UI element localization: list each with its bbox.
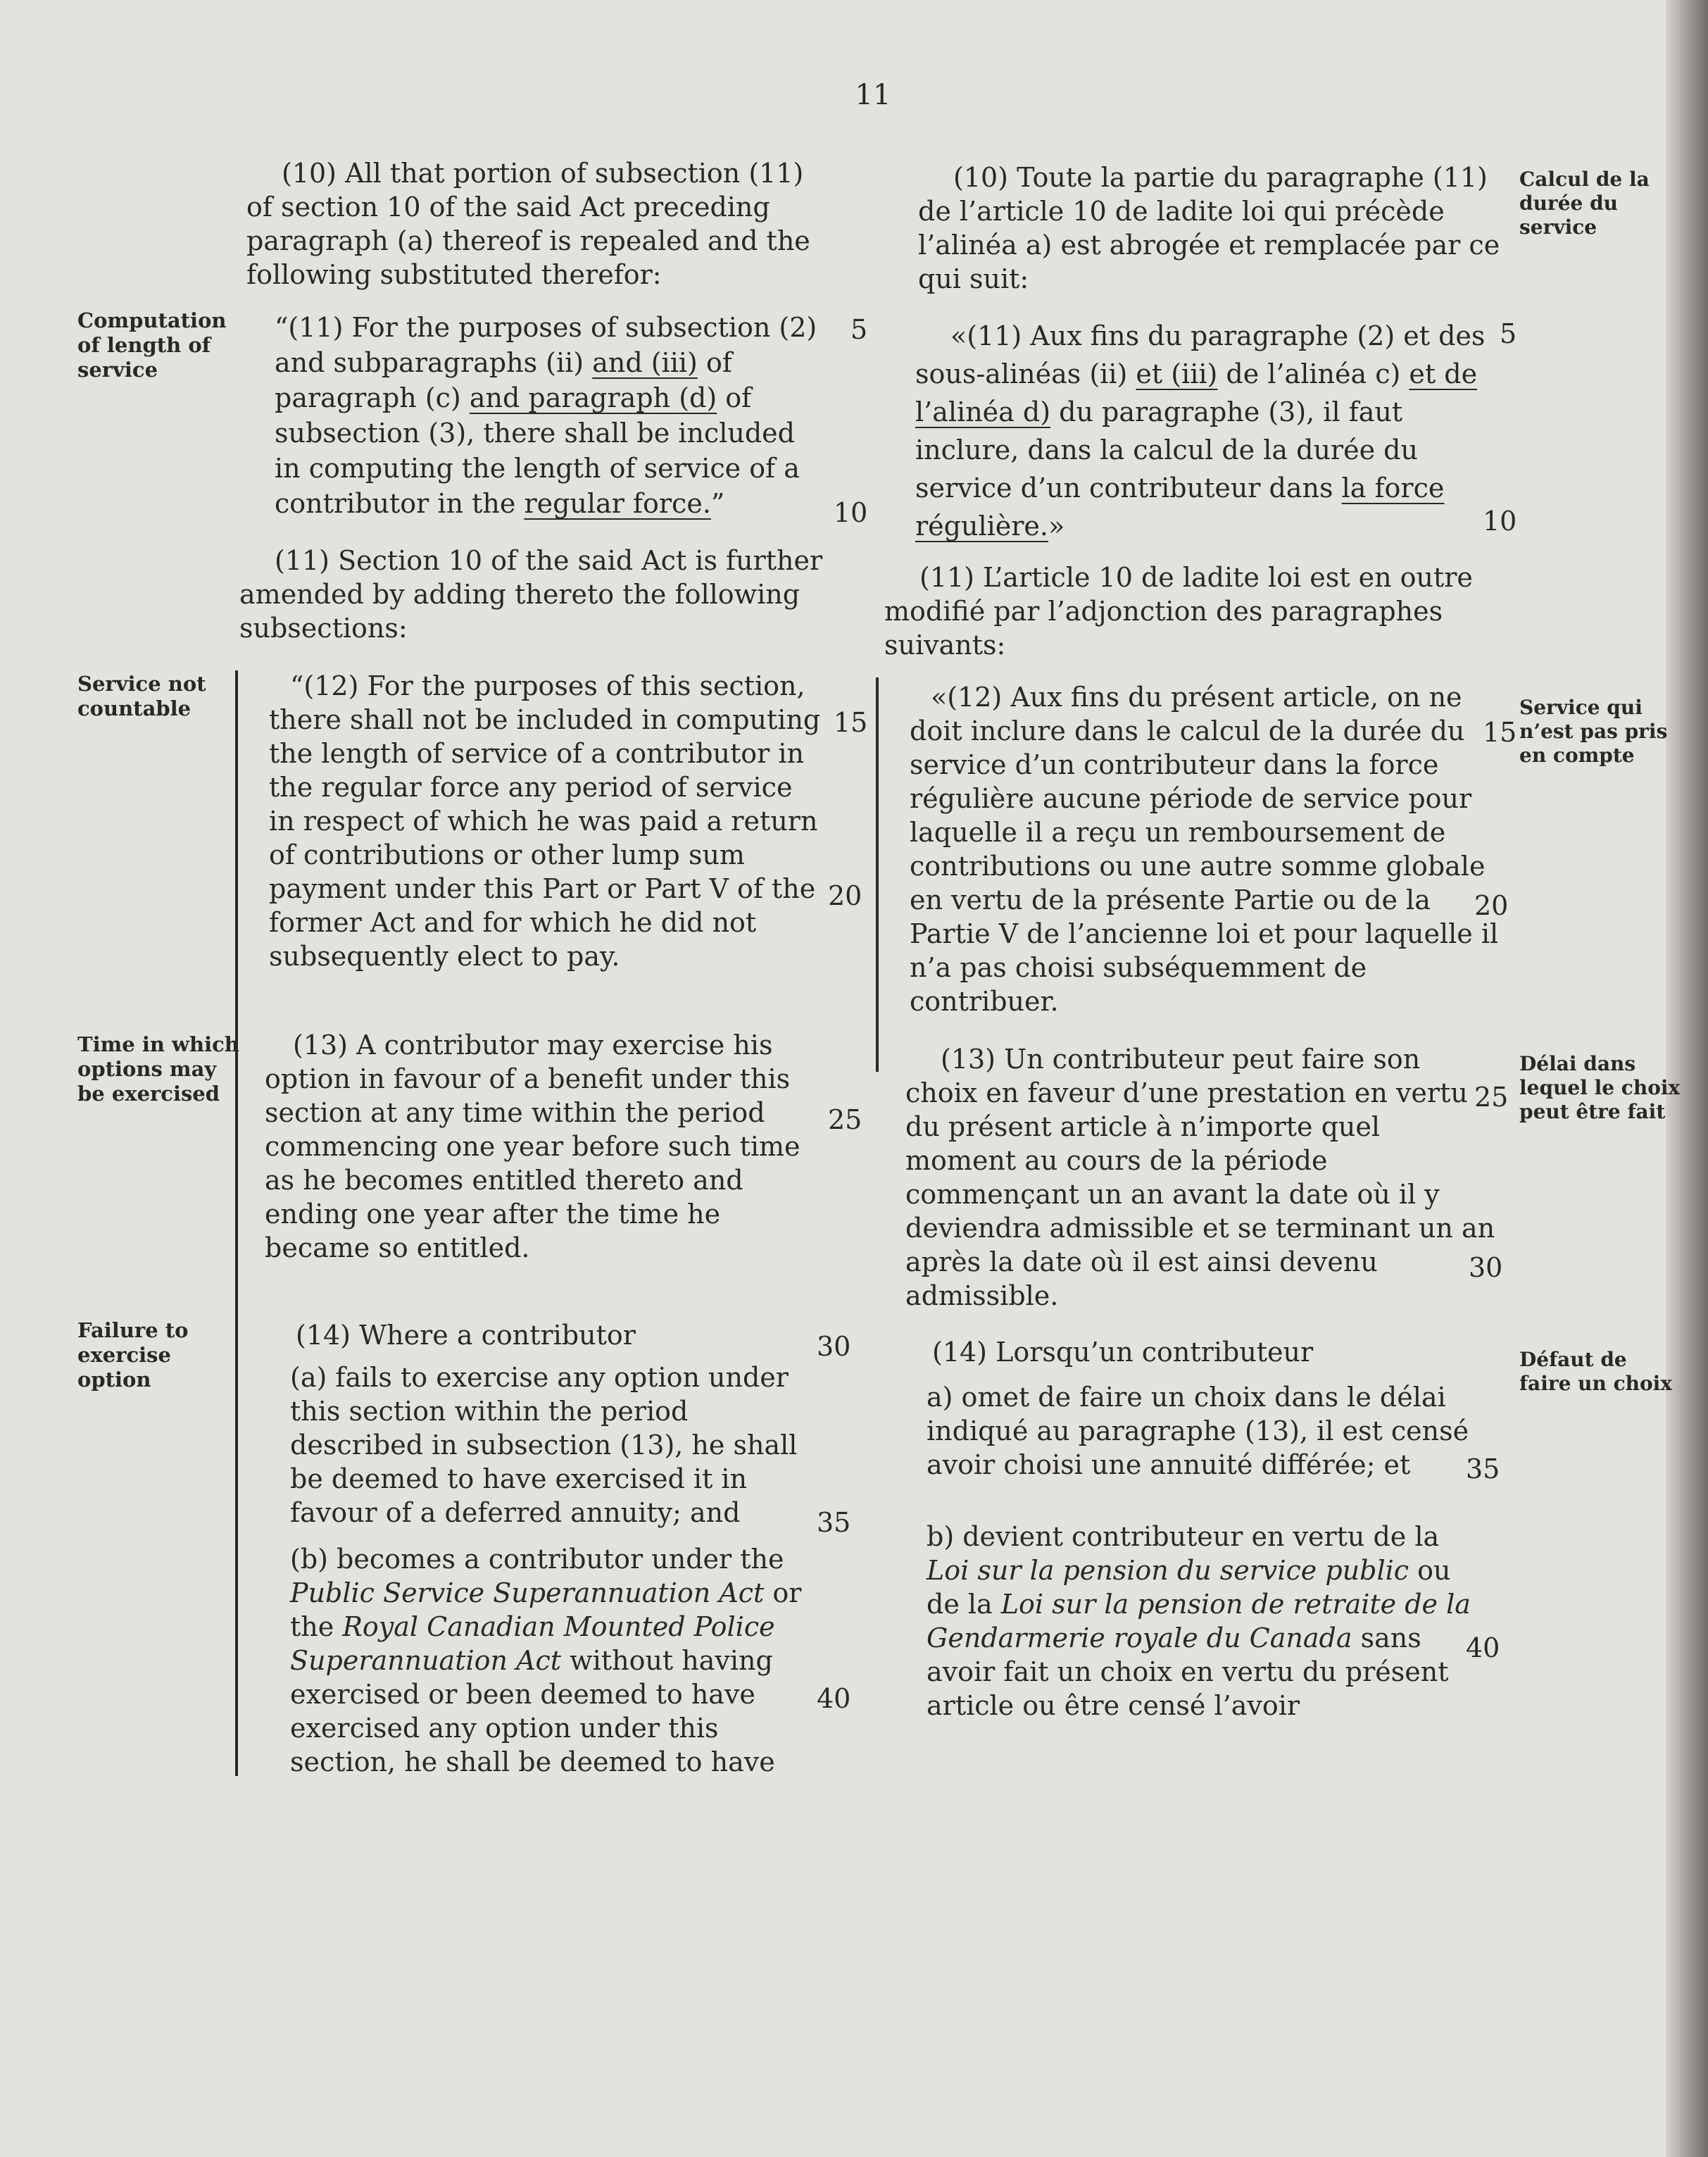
en-s14b-text: (b) becomes a contributor under the: [290, 1544, 784, 1575]
en-subsection-14-a: (a) fails to exercise any option under this section within the period described in subsection (13), he shall be deemed to have exercised it in favour of a deferred annuity; and: [290, 1362, 798, 1528]
en-s11-text-3: of subsection (3), there shall be included in computing the length of service of a contributor in the: [275, 382, 800, 519]
fr-s11-text-2: de l’alinéa c): [1217, 358, 1409, 389]
fr-subsection-12: «(12) Aux fins du présent article, on ne doit inclure dans le calcul de la durée du service d’un contributeur dans la force régulière aucune période de service pour laquelle il a reçu un remboursement de contributions ou une autre somme globale en vertu de la présente Partie ou de la Partie V de l’ancienne loi et pour laquelle il n’a pas choisi subséquemment de contribuer.: [910, 682, 1499, 1017]
margin-note-not-countable: Service not countable: [77, 672, 206, 720]
en-s11-close: ”: [710, 488, 725, 519]
en-line-number-20: 20: [828, 880, 862, 911]
fr-s11-amend-1: et (iii): [1136, 358, 1218, 389]
en-subsection-13: (13) A contributor may exercise his option in favour of a benefit under this section at any time within the period commencing one year before such time as he becomes entitled thereto and ending one year after the time he became so entitled.: [265, 1030, 800, 1263]
en-s11-text-2: of paragraph (c): [275, 347, 732, 413]
fr-line-number-15: 15: [1483, 717, 1517, 748]
fr-s14b-act-1: Loi sur la pension du service public: [927, 1555, 1409, 1586]
margin-note-computation: Computation of length of service: [77, 308, 227, 382]
fr-subsection-14-b: [927, 1520, 1490, 1723]
fr-subsection-11: [915, 317, 1507, 545]
fr-paragraph-10: (10) Toute la partie du paragraphe (11) de l’article 10 de ladite loi qui précède l’alinéa a) est abrogée et remplacée par ce qui suit:: [918, 162, 1500, 294]
en-s11-amend-3: regular force.: [524, 488, 711, 519]
fr-subsection-13: (13) Un contributeur peut faire son choix en faveur d’une prestation en vertu du présent article à n’importe quel moment au cours de la période commençant un an avant la date où il y deviendra admissible et se terminant un an après la date où il est ainsi devenu admissible.: [905, 1044, 1495, 1311]
page-number: 11: [855, 79, 891, 111]
en-s14b-act-1: Public Service Superannuation Act: [290, 1577, 765, 1608]
en-s14b-text-3: without having exercised or been deemed to have exercised any option under this section, he shall be deemed to have: [290, 1645, 775, 1777]
en-paragraph-11: (11) Section 10 of the said Act is further amended by adding thereto the following subsections:: [239, 545, 823, 644]
fr-line-number-30: 30: [1469, 1252, 1503, 1283]
margin-note-defaut: Défaut de faire un choix: [1519, 1348, 1673, 1395]
margin-note-failure: Failure to exercise option: [77, 1318, 189, 1392]
fr-s11-amend-3: la force régulière.: [915, 473, 1445, 542]
fr-line-number-35: 35: [1466, 1453, 1500, 1484]
fr-line-number-10: 10: [1483, 506, 1517, 537]
en-subsection-12: “(12) For the purposes of this section, there shall not be included in computing the length of service of a contributor in the regular force any period of service in respect of which he was paid a return of contributions or other lump sum payment under this Part or Part V of the former Act and for which he did not subsequently elect to pay.: [269, 670, 821, 972]
en-s11-text: “(11) For the purposes of subsection (2) and subparagraphs (ii): [275, 312, 817, 378]
margin-note-non-pris: Service qui n’est pas pris en compte: [1519, 696, 1668, 767]
en-line-number-40: 40: [817, 1683, 851, 1714]
fr-s11-close: »: [1048, 511, 1065, 542]
fr-s14b-act-2: Loi sur la pension de retraite de la Gendarmerie royale du Canada: [927, 1589, 1471, 1653]
en-s14b-text-2: or the: [290, 1577, 802, 1642]
margin-note-time-options: Time in which options may be exercised: [77, 1032, 239, 1106]
margin-note-delai: Délai dans lequel le choix peut être fait: [1519, 1052, 1681, 1123]
margin-note-calcul: Calcul de la durée du service: [1519, 168, 1650, 239]
fr-s11-text: «(11) Aux fins du paragraphe (2) et des sous-alinéas (ii): [915, 320, 1486, 389]
fr-paragraph-11: (11) L’article 10 de ladite loi est en outre modifié par l’adjonction des paragraphes suivants:: [884, 562, 1473, 661]
en-margin-rule: [235, 670, 238, 1776]
fr-s11-amend-2: et de l’alinéa d): [915, 358, 1478, 427]
en-line-number-5: 5: [850, 314, 868, 345]
fr-s14b-text: b) devient contributeur en vertu de la: [927, 1521, 1440, 1552]
fr-s14b-text-3: sans avoir fait un choix en vertu du présent article ou être censé l’avoir: [927, 1623, 1449, 1721]
fr-subsection-14-intro: (14) Lorsqu’un contributeur: [932, 1337, 1314, 1368]
en-line-number-25: 25: [828, 1104, 862, 1135]
en-s11-amend-2: and paragraph (d): [469, 382, 717, 413]
fr-line-number-20: 20: [1474, 890, 1509, 921]
en-subsection-14-intro: (14) Where a contributor: [296, 1320, 636, 1351]
en-line-number-10: 10: [834, 497, 868, 528]
en-subsection-14-b: [290, 1542, 825, 1779]
fr-subsection-14-a: a) omet de faire un choix dans le délai indiqué au paragraphe (13), il est censé avoir choisi une annuité différée; et: [927, 1382, 1469, 1480]
en-line-number-15: 15: [834, 707, 868, 738]
en-paragraph-10: (10) All that portion of subsection (11) of section 10 of the said Act preceding paragraph (a) thereof is repealed and the following substituted therefor:: [246, 158, 810, 290]
fr-s11-text-3: du paragraphe (3), il faut inclure, dans la calcul de la durée du service d’un contributeur dans: [915, 396, 1418, 504]
en-s11-amend-1: and (iii): [592, 347, 698, 378]
fr-s14b-text-2: ou de la: [927, 1555, 1451, 1620]
fr-line-number-5: 5: [1500, 318, 1517, 349]
en-line-number-35: 35: [817, 1507, 851, 1538]
en-s14b-act-2: Royal Canadian Mounted Police Superannuation Act: [290, 1611, 775, 1676]
en-subsection-11: [275, 310, 824, 521]
fr-line-number-40: 40: [1466, 1632, 1500, 1663]
fr-line-number-25: 25: [1474, 1082, 1509, 1113]
en-line-number-30: 30: [817, 1331, 851, 1362]
fr-margin-rule: [876, 677, 879, 1072]
